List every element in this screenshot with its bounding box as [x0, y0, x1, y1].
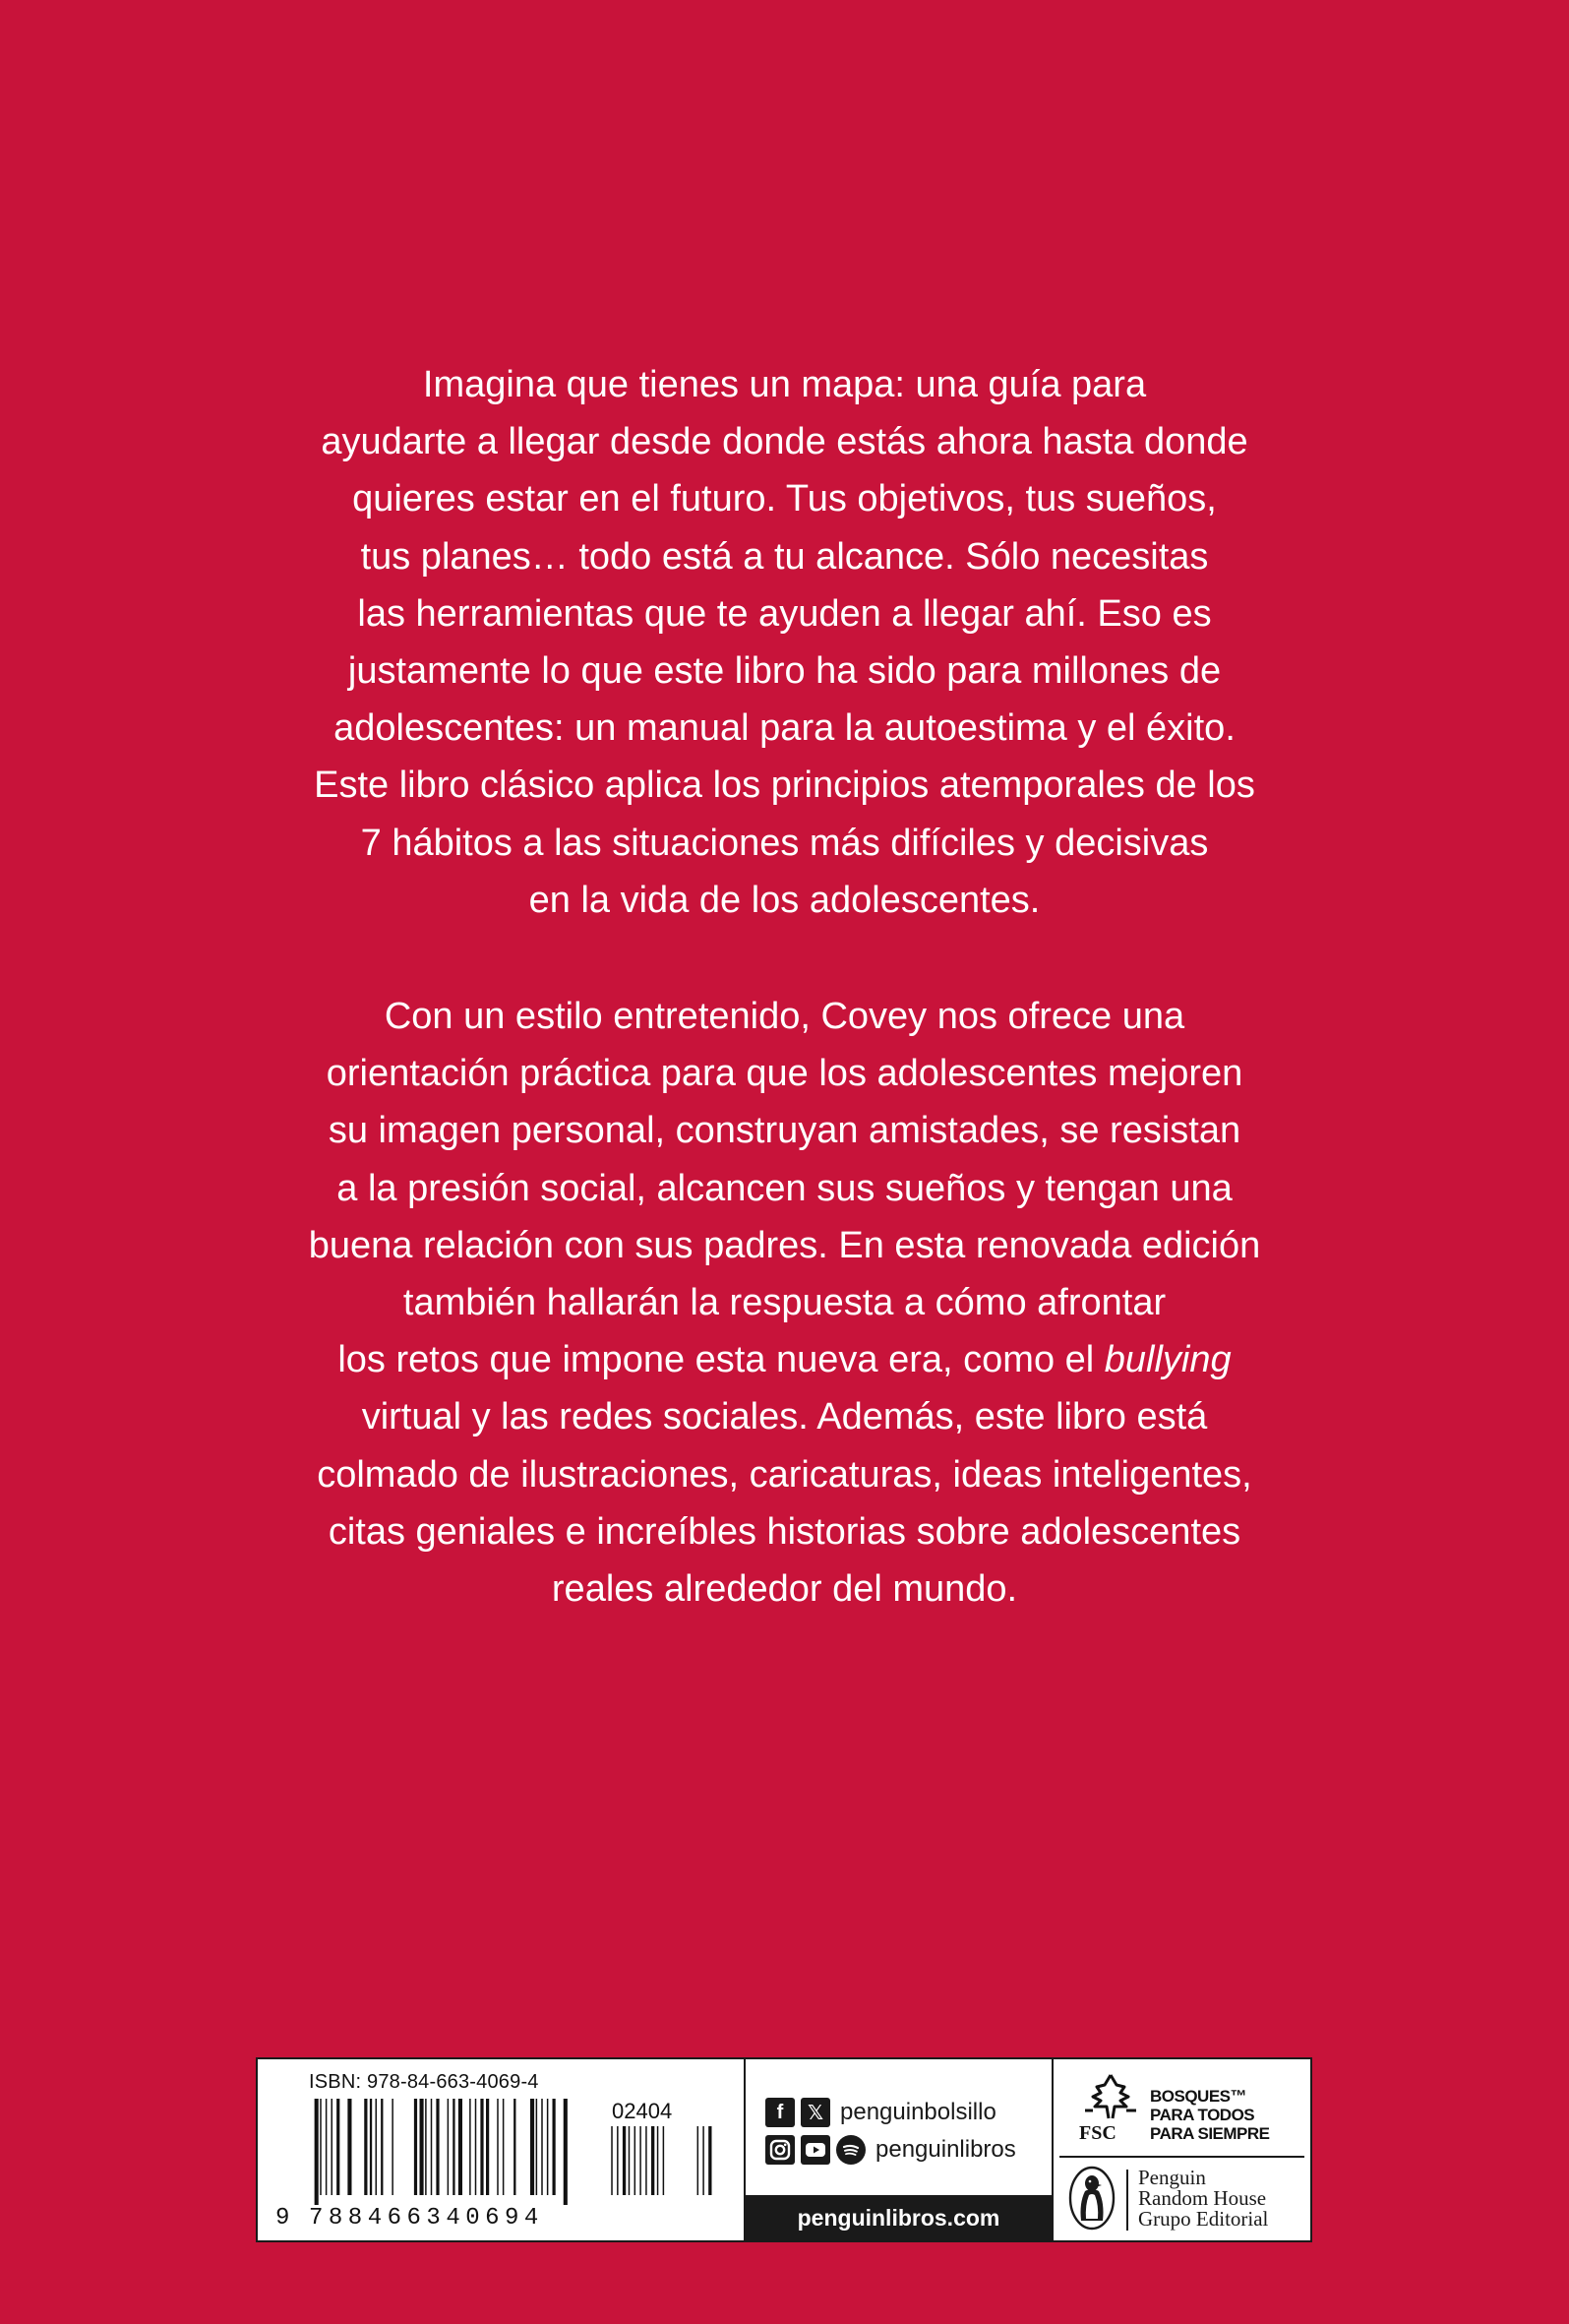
x-icon[interactable]: 𝕏	[801, 2098, 830, 2127]
blurb-line: 7 hábitos a las situaciones más difíciles y decisivas	[360, 822, 1209, 864]
blurb-line-text: los retos que impone esta nueva era, como el	[337, 1339, 1105, 1381]
barcode-bar	[392, 2099, 393, 2195]
barcode-bar	[530, 2099, 534, 2195]
barcode-bar	[623, 2126, 626, 2195]
fsc-logo	[1054, 2059, 1310, 2156]
barcode-bar	[376, 2099, 378, 2195]
fsc-slogan	[1150, 2087, 1270, 2143]
fsc-tree-icon	[1077, 2071, 1142, 2122]
barcode-bar	[547, 2099, 549, 2195]
publisher-name-line: Grupo Editorial	[1138, 2207, 1269, 2231]
blurb-line: Con un estilo entretenido, Covey nos ofrece una	[384, 996, 1185, 1037]
blurb-line: ayudarte a llegar desde donde estás ahora hasta donde	[321, 421, 1248, 463]
barcode-bar	[617, 2126, 619, 2195]
fsc-slogan-line: PARA SIEMPRE	[1150, 2124, 1270, 2143]
blurb-line: adolescentes: un manual para la autoestima y el éxito.	[333, 707, 1236, 750]
blurb-line: su imagen personal, construyan amistades, se resistan	[328, 1110, 1241, 1152]
ean-barcode	[309, 2099, 574, 2205]
blurb-line: a la presión social, alcancen sus sueños y tengan una	[336, 1167, 1233, 1209]
blurb-line: Imagina que tienes un mapa: una guía para	[422, 364, 1147, 405]
publisher-logo	[1054, 2158, 1310, 2240]
fsc-slogan-line: BOSQUES™	[1150, 2087, 1247, 2106]
youtube-icon[interactable]	[801, 2135, 830, 2165]
barcode-bar	[564, 2099, 568, 2205]
blurb-line: reales alrededor del mundo.	[551, 1568, 1018, 1611]
blurb-paragraph-1	[0, 356, 1569, 929]
barcode-bar	[503, 2099, 505, 2195]
blurb-line: quieres estar en el futuro. Tus objetivos, tus sueños,	[352, 478, 1217, 520]
barcode-bar	[475, 2099, 477, 2195]
publisher-name-line: Random House	[1138, 2186, 1267, 2210]
barcode-bar	[497, 2099, 499, 2195]
barcode-bar	[326, 2099, 328, 2195]
blurb-line: Este libro clásico aplica los principios atemporales de los	[314, 764, 1255, 807]
website-link[interactable]: penguinlibros.com	[746, 2195, 1052, 2240]
barcode-bar	[347, 2099, 351, 2195]
barcode-bar	[651, 2126, 654, 2195]
blurb-paragraph-2	[0, 988, 1569, 1618]
barcode-bar	[453, 2099, 454, 2195]
blurb-line	[0, 1331, 1569, 1388]
facebook-icon[interactable]: f	[765, 2098, 795, 2127]
barcode-bar	[513, 2099, 515, 2195]
barcode-bar	[541, 2099, 543, 2195]
publisher-divider	[1126, 2170, 1128, 2231]
barcode-bar	[536, 2099, 538, 2195]
blurb-line: colmado de ilustraciones, caricaturas, ideas inteligentes,	[317, 1453, 1252, 1496]
blurb-line: en la vida de los adolescentes.	[528, 879, 1041, 921]
barcode-bar	[697, 2126, 699, 2195]
barcode-bar	[420, 2099, 424, 2195]
barcode-bar	[448, 2099, 450, 2195]
blurb-line: las herramientas que te ayuden a llegar ahí. Eso es	[357, 592, 1212, 635]
barcode-bar	[469, 2099, 471, 2195]
barcode-bar	[381, 2099, 383, 2195]
blurb-italic-term: bullying	[1104, 1339, 1232, 1381]
barcode-bar	[458, 2099, 462, 2195]
fsc-label: FSC	[1079, 2122, 1116, 2144]
barcode-bar	[708, 2126, 711, 2195]
blurb-line: virtual y las redes sociales. Además, este libro está	[361, 1396, 1208, 1438]
social-handle-libros[interactable]: penguinlibros	[875, 2136, 1016, 2163]
barcode-bar	[436, 2099, 439, 2195]
blurb-line: tus planes… todo está a tu alcance. Sólo necesitas	[360, 535, 1209, 578]
blurb-line: también hallarán la respuesta a cómo afrontar	[402, 1282, 1167, 1324]
barcode-bar	[629, 2126, 631, 2195]
barcode-bar	[486, 2099, 489, 2195]
barcode-bar	[553, 2099, 556, 2195]
social-row-libros	[765, 2134, 1016, 2166]
blurb-line: citas geniales e increíbles historias sobre adolescentes	[328, 1510, 1241, 1553]
barcode-bar	[634, 2126, 636, 2195]
instagram-icon[interactable]	[765, 2135, 795, 2165]
isbn-label: ISBN: 978-84-663-4069-4	[309, 2071, 539, 2093]
barcode-bar	[414, 2099, 417, 2195]
barcode-bar	[645, 2126, 647, 2195]
spotify-icon[interactable]	[836, 2135, 866, 2165]
social-section	[746, 2059, 1054, 2240]
blurb-line: buena relación con sus padres. En esta renovada edición	[308, 1224, 1261, 1266]
barcode-bar	[431, 2099, 433, 2195]
barcode-section	[258, 2059, 746, 2240]
barcode-bar	[425, 2099, 427, 2195]
social-row-bolsillo	[765, 2097, 996, 2128]
barcode-first-digit: 9	[275, 2205, 290, 2232]
barcode-bar	[336, 2099, 339, 2195]
addon-barcode	[588, 2126, 714, 2205]
barcode-bar	[657, 2126, 659, 2195]
barcode-bar	[370, 2099, 372, 2195]
penguin-icon	[1067, 2166, 1116, 2231]
barcode-bar	[320, 2099, 322, 2195]
barcode-bar	[332, 2099, 333, 2195]
barcode-bar	[663, 2126, 665, 2195]
fsc-slogan-line: PARA TODOS	[1150, 2106, 1255, 2124]
info-strip	[256, 2057, 1312, 2242]
barcode-digits: 788466340694	[309, 2205, 544, 2232]
barcode-bar	[702, 2126, 704, 2195]
barcode-bar	[364, 2099, 367, 2195]
barcode-bar	[639, 2126, 641, 2195]
barcode-bar	[611, 2126, 613, 2195]
barcode-bar	[480, 2099, 483, 2195]
publisher-name-line: Penguin	[1138, 2166, 1206, 2189]
logos-section	[1054, 2059, 1310, 2240]
social-handle-bolsillo[interactable]: penguinbolsillo	[840, 2099, 996, 2125]
blurb-line: orientación práctica para que los adolescentes mejoren	[326, 1053, 1243, 1095]
barcode-bar	[315, 2099, 319, 2205]
blurb-line: justamente lo que este libro ha sido para millones de	[347, 650, 1222, 693]
publisher-name	[1138, 2168, 1268, 2230]
addon-code: 02404	[612, 2099, 673, 2123]
